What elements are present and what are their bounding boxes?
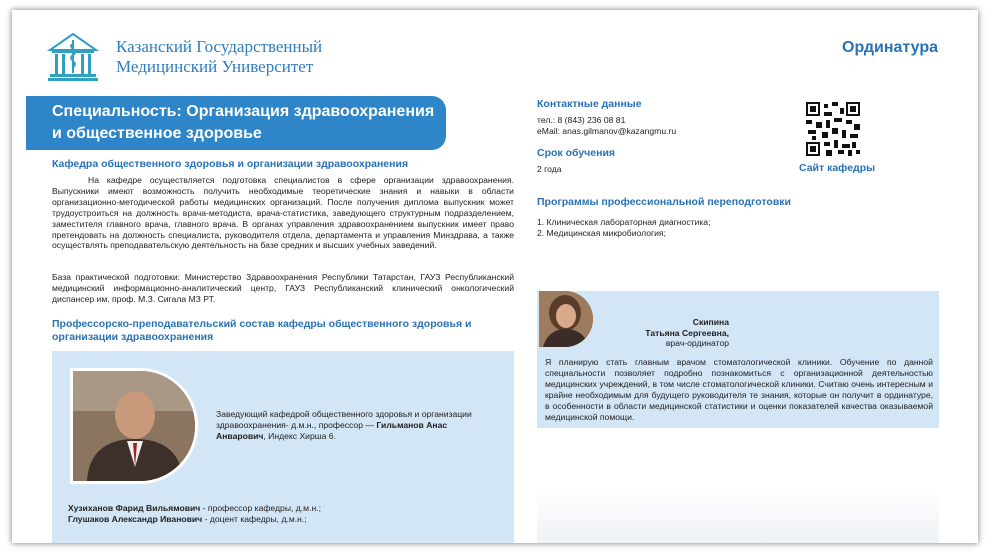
list-item: 2. Медицинская микробиология; — [537, 228, 666, 238]
duration-heading: Срок обучения — [537, 147, 616, 159]
faded-photo-area — [537, 490, 939, 543]
department-site-link[interactable]: Сайт кафедры — [799, 162, 876, 174]
staff-list — [68, 503, 321, 525]
university-name — [116, 37, 322, 77]
contact-email[interactable]: eMail: anas.gilmanov@kazangmu.ru — [537, 126, 677, 136]
brochure-page — [12, 10, 978, 543]
department-heading: Кафедра общественного здоровья и организации здравоохранения — [52, 158, 409, 170]
qr-code-icon[interactable] — [806, 102, 860, 156]
retraining-heading: Программы профессиональной переподготовки — [537, 196, 792, 208]
specialty-banner-line2: и общественное здоровье — [52, 125, 262, 142]
resident-review-panel — [537, 291, 939, 428]
faculty-heading-line1: Профессорско-преподавательский состав кафедры общественного здоровья и — [52, 318, 472, 330]
specialty-banner-line1: Специальность: Организация здравоохранения — [52, 103, 435, 120]
resident-review-text: Я планирую стать главным врачом стоматологической клиники. Обучение по данной специальности позволяет подробно познакомиться с организационной деятельностью медицинских учреждений, в том числе стоматологической клиники. Считаю очень интересным и крайне необходимым для будущего руководителя те знания, которые он получит в ординатуре, в особенности в области медицинской статистики и оценки показателей качества оказываемой медицинской помощи. — [545, 357, 933, 422]
practice-base: База практической подготовки: Министерство Здравоохранения Республики Татарстан, ГАУЗ Республиканский медицинский информационно-аналитический центр, ГАУЗ Республиканский клинический онкологический диспансер им. проф. М.З. Сигала МЗ РТ. — [52, 272, 514, 304]
staff-row — [68, 514, 321, 525]
department-head-description — [216, 409, 498, 442]
specialty-banner — [26, 96, 446, 150]
head-desc-prefix: Заведующий кафедрой общественного здоровья и организации здравоохранения- д.м.н., профессор — — [216, 409, 472, 430]
staff-name: Хузиханов Фарид Вильямович — [68, 503, 201, 513]
contacts-heading: Контактные данные — [537, 98, 642, 110]
faculty-heading — [52, 318, 471, 344]
university-name-line1: Казанский Государственный — [116, 37, 323, 56]
resident-surname: Скипина — [692, 317, 729, 327]
list-item: 1. Клиническая лабораторная диагностика; — [537, 217, 711, 227]
staff-row — [68, 503, 321, 514]
staff-role: - профессор кафедры, д.м.н.; — [200, 503, 321, 513]
university-logo-icon — [44, 26, 102, 84]
resident-given-name: Татьяна Сергеевна, — [645, 327, 729, 338]
resident-role: врач-ординатор — [665, 338, 729, 348]
resident-name-block — [645, 317, 729, 349]
person-photo-icon — [73, 371, 195, 481]
head-desc-suffix: , Индекс Хирша 6. — [263, 430, 336, 441]
staff-name: Глушаков Александр Иванович — [68, 514, 203, 524]
department-head-photo — [70, 368, 198, 484]
university-name-line2: Медицинский Университет — [116, 57, 314, 76]
contact-phone: тел.: 8 (843) 236 08 81 — [537, 115, 626, 125]
duration-value: 2 года — [537, 164, 562, 174]
resident-photo — [539, 291, 593, 347]
faculty-heading-line2: организации здравоохранения — [52, 331, 214, 343]
program-title: Ординатура — [842, 39, 938, 56]
person-photo-icon — [539, 291, 593, 347]
department-head-name: Гильманов Анас Анварович — [216, 419, 448, 441]
department-description: На кафедре осуществляется подготовка специалистов в сфере организации здравоохранения. Выпускники имеют возможность получить необходимые теоретические знания и навыки в области организационно-методической работы медицинских организаций. После получения диплома выпускник может трудоустроиться на должность врача-методиста, врача-статистика, заведующего структурным подразделением, заместителя главного врача, главного врача. В органах управления здравоохранением выпускник имеет право претендовать на должность специалиста, руководителя отдела, департамента и управления Минздрава, а также осуществлять преподавательскую деятельность на базе средних и высших учебных заведений. — [52, 175, 514, 251]
staff-role: - доцент кафедры, д.м.н.; — [202, 514, 307, 524]
faculty-panel — [52, 351, 514, 543]
